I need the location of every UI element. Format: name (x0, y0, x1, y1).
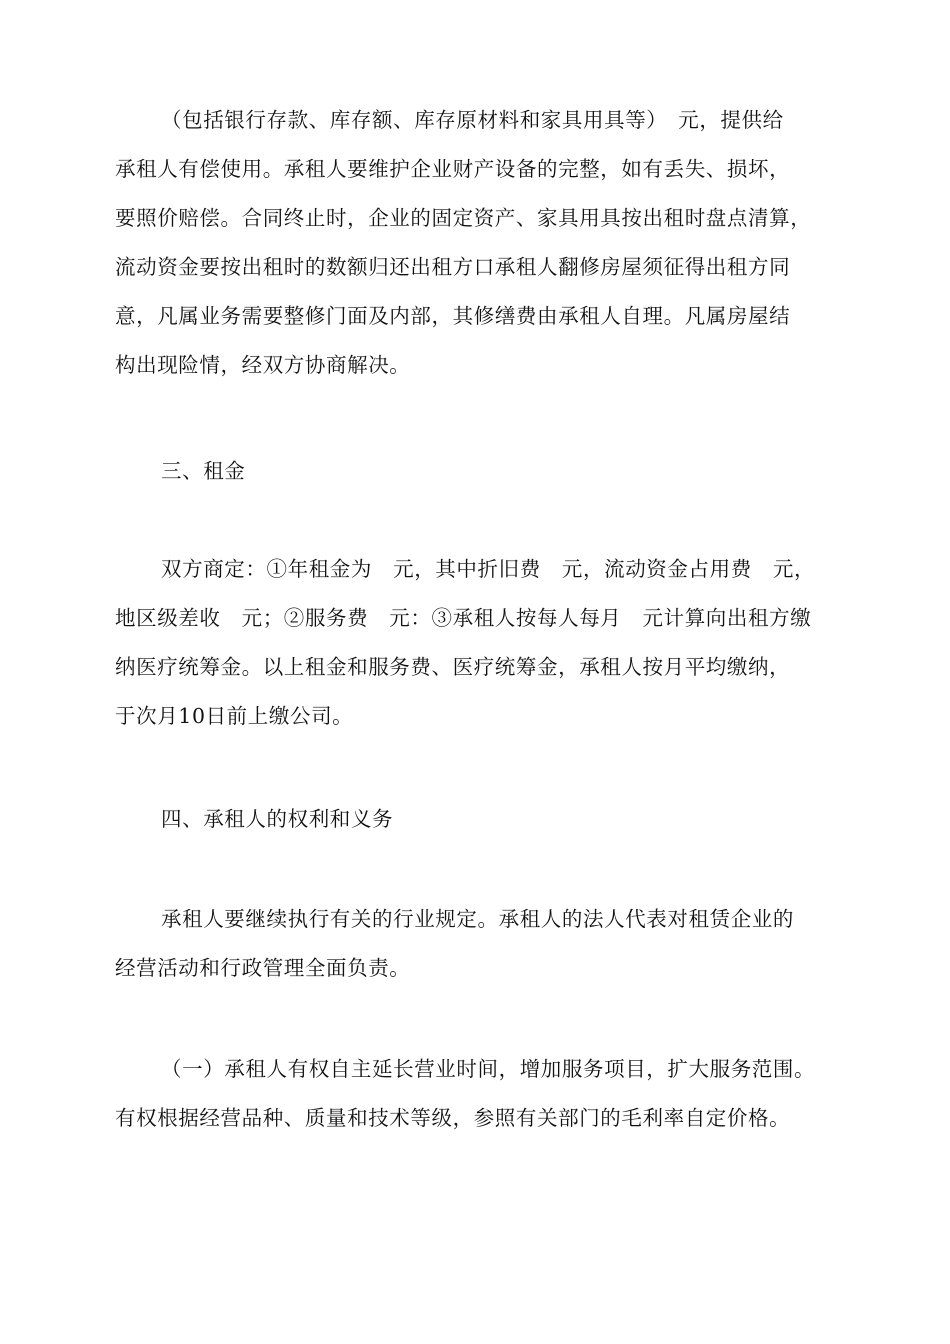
text-line: 意，凡属业务需要整修门面及内部，其修缮费由承租人自理。凡属房屋结 (115, 304, 791, 328)
text-line: 要照价赔偿。合同终止时，企业的固定资产、家具用具按出租时盘点清算， (115, 206, 812, 230)
text-line: 构出现险情，经双方协商解决。 (115, 353, 411, 377)
text-line: 双方商定：①年租金为 元，其中折旧费 元，流动资金占用费 元， (161, 557, 816, 581)
text-line: 于次月10日前上缴公司。 (115, 704, 354, 728)
text-line: 承租人有偿使用。承租人要维护企业财产设备的完整，如有丢失、损坏， (115, 157, 791, 181)
paragraph-business-rights (115, 1045, 840, 1143)
text-line: 有权根据经营品种、质量和技术等级，参照有关部门的毛利率自定价格。 (115, 1106, 791, 1130)
section-heading-rights: 四、承租人的权利和义务 (161, 807, 394, 831)
text-line: 地区级差收 元；②服务费 元：③承租人按每人每月 元计算向出租方缴 (115, 606, 812, 630)
paragraph-rent-terms (115, 545, 840, 741)
section-heading-rent: 三、租金 (161, 459, 246, 483)
text-line: 经营活动和行政管理全面负责。 (115, 956, 411, 980)
text-line: （包括银行存款、库存额、库存原材料和家具用具等） 元，提供给 (161, 108, 784, 132)
text-line: 承租人要继续执行有关的行业规定。承租人的法人代表对租赁企业的 (161, 907, 794, 931)
text-line: （一）承租人有权自主延长营业时间，增加服务项目，扩大服务范围。 (161, 1057, 816, 1081)
paragraph-regulations (115, 895, 840, 993)
paragraph-property-terms (115, 96, 840, 390)
text-line: 纳医疗统筹金。以上租金和服务费、医疗统筹金，承租人按月平均缴纳， (115, 655, 791, 679)
text-line: 流动资金要按出租时的数额归还出租方口承租人翻修房屋须征得出租方同 (115, 255, 791, 279)
